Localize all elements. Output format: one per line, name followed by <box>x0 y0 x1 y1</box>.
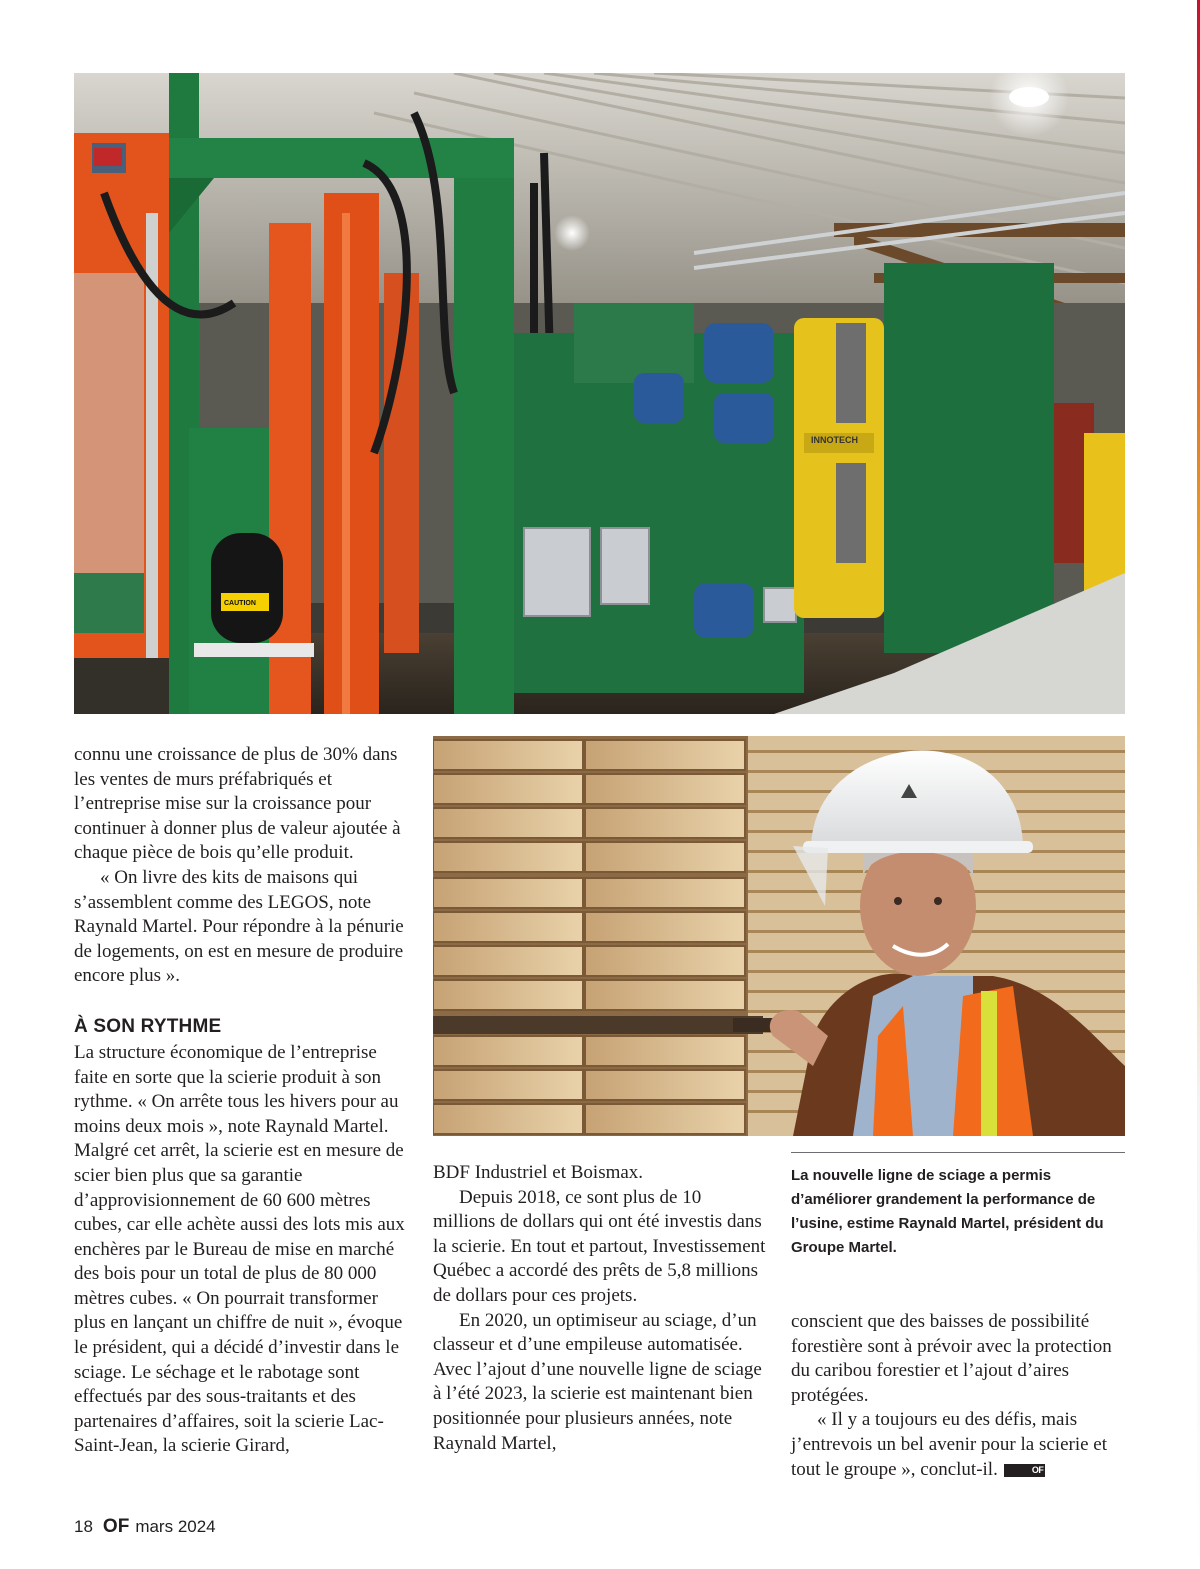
column3-paragraph-1: conscient que des baisses de possibilité forestière sont à prévoir avec la protection du caribou forestier et l’ajout d’aires protégées. <box>791 1311 1112 1406</box>
column2-paragraph-1: BDF Industriel et Boismax. <box>433 1162 644 1183</box>
caution-sticker-text: CAUTION <box>224 600 256 607</box>
sawmill-machinery-photo <box>74 73 1125 714</box>
column1-paragraph-1: connu une croissance de plus de 30% dans les ventes de murs préfabriqués et l’entreprise mise sur la croissance pour continuer à donner plus de valeur ajoutée à chaque pièce de bois qu’elle produit. <box>74 744 401 864</box>
column3-paragraph-2-text: « Il y a toujours eu des défis, mais j’entrevois un bel avenir pour la scierie et tout le groupe », conclut-il. <box>791 1409 1108 1480</box>
photo-caption: La nouvelle ligne de sciage a permis d’améliorer grandement la performance de l’usine, estime Raynald Martel, président du Groupe Martel. <box>791 1152 1125 1260</box>
issue-date: mars 2024 <box>135 1517 216 1536</box>
page-number: 18 <box>74 1517 93 1536</box>
article-column-2 <box>433 1161 768 1456</box>
magazine-logo: OF <box>102 1516 130 1537</box>
section-subhead: À SON RYTHME <box>74 1015 222 1037</box>
lumber-stack-portrait-photo <box>433 736 1125 1136</box>
article-column-1 <box>74 743 414 1459</box>
column1-paragraph-2: « On livre des kits de maisons qui s’assemblent comme des LEGOS, note Raynald Martel. Pour répondre à la pénurie de logements, on est en mesure de produire encore plus ». <box>74 866 404 987</box>
page-footer <box>74 1516 216 1538</box>
machine-brand-text: INNOTECH <box>811 435 858 445</box>
column2-paragraph-3: En 2020, un optimiseur au sciage, d’un classeur et d’une empileuse automatisée. Avec l’ajout d’une nouvelle ligne de sciage à l’été 2023, la scierie est maintenant bien positionnée pour plusieurs années, note Raynald Martel, <box>433 1309 762 1454</box>
end-of-article-icon: OF <box>1004 1464 1046 1477</box>
article-column-3 <box>791 1310 1131 1482</box>
column1-paragraph-3: La structure économique de l’entreprise faite en sorte que la scierie produit à son rythme. « On arrête tous les hivers pour au moins deux mois », note Raynald Martel. Malgré cet arrêt, la scierie est en mesure de scier bien plus que sa garantie d’approvisionnement de 60 600 mètres cubes, car elle achète aussi des lots mis aux enchères par le Bureau de mise en marché des bois pour un total de plus de 80 000 mètres cubes. « On pourrait transformer plus en lançant un chiffre de nuit », évoque le président, qui a décidé d’investir dans le sciage. Le séchage et le rabotage sont effectués par des sous-traitants et des partenaires d’affaires, soit la scierie Lac-Saint-Jean, la scierie Girard, <box>74 1041 405 1457</box>
column3-paragraph-2 <box>791 1408 1131 1482</box>
column2-paragraph-2: Depuis 2018, ce sont plus de 10 millions de dollars qui ont été investis dans la scierie. En tout et partout, Investissement Québec a accordé des prêts de 5,8 millions de dollars pour ces projets. <box>433 1186 766 1306</box>
